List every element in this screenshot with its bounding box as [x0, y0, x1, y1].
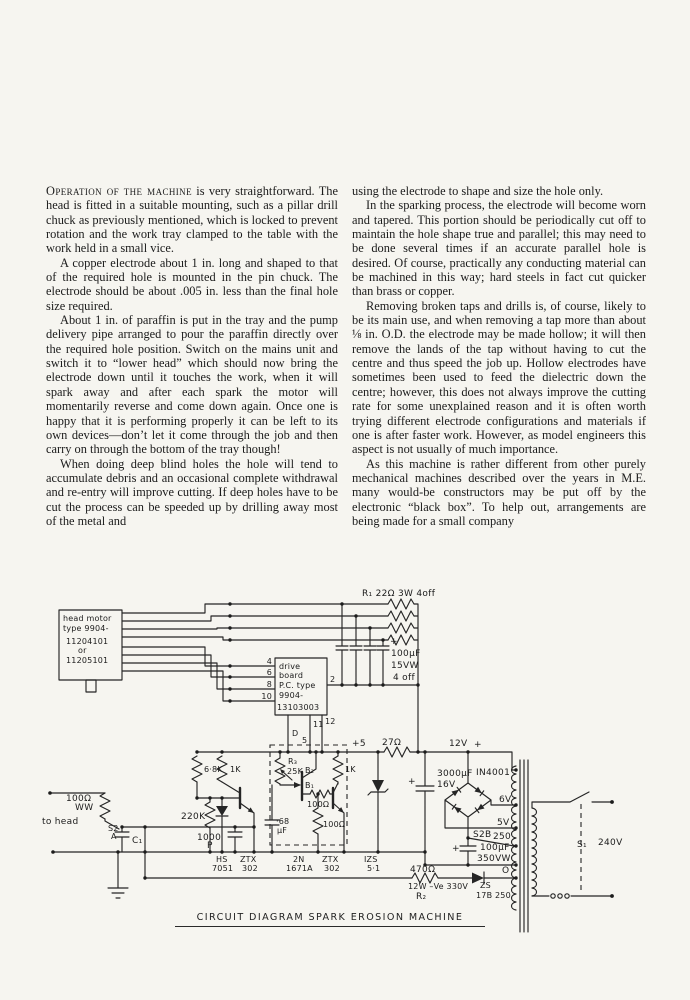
label-resistor: 100Ω — [323, 820, 346, 829]
label-polarity: + — [408, 777, 416, 787]
label-device: 302 — [324, 864, 340, 873]
label-capacitor: C₁ — [132, 836, 143, 846]
wires — [50, 604, 612, 932]
lead-small-caps: Operation of the machine — [46, 184, 192, 198]
connector-pin — [551, 894, 555, 898]
paragraph: When doing deep blind holes the hole will tend to accumulate debris and an occasional complete withdrawal and re-entry will improve cutting. If deep holes have to be cut the process can be speeded up by drilling away most of the metal and — [46, 456, 338, 528]
label-voltage: 240V — [598, 838, 623, 848]
label-device: 2N — [293, 855, 305, 864]
label-switch: S2 — [108, 824, 119, 833]
label-pin: 12 — [325, 717, 336, 726]
label-resistor: 100Ω — [66, 794, 92, 804]
label-capacitor: ·68 — [276, 817, 290, 826]
label-device: ZTX — [322, 855, 339, 864]
label-capbank: 15VW — [391, 661, 419, 671]
label-motor: 11204101 — [66, 637, 109, 646]
label-capbank: 100µF — [391, 649, 421, 659]
label-polarity: + — [390, 637, 398, 647]
label-resistor: 220K — [181, 812, 206, 822]
label-resistor: 25K — [287, 767, 304, 776]
label-resistor: 470Ω — [410, 865, 436, 875]
label-resistor: 100Ω — [307, 800, 330, 809]
label-switch: A — [111, 832, 117, 841]
column-right — [352, 184, 646, 528]
label-resistor: 12W –Ve 330V — [408, 882, 469, 891]
motor-tab — [86, 680, 96, 692]
transformer-primary-coil — [532, 808, 537, 896]
paragraph: In the sparking process, the electrode will become worn and tapered. This portion should be periodically cut off to maintain the hole shape true and parallel; this may need to be done several times if an accurate parallel hole is desired. Of course, practically any conducting material can be machined in this way; hard steels in fact cut quicker than brass or copper. — [352, 198, 646, 299]
paragraph: As this machine is rather different from other purely mechanical machines described over the years in M.E. many would-be constructors may be put off by the electronic “black box”. To help out, arrangements are being made for a small company — [352, 456, 646, 528]
label-lead: B₂ — [305, 766, 315, 775]
label-tap: 5V — [497, 818, 510, 828]
label-capbank: 4 off — [393, 673, 415, 683]
emitter-arrow — [294, 782, 301, 788]
bridge-diode-icon — [452, 804, 461, 813]
diagram-caption: CIRCUIT DIAGRAM SPARK EROSION MACHINE — [175, 912, 485, 927]
label-pin: 11 — [313, 720, 324, 729]
label-pin: 8 — [266, 680, 272, 689]
label-tap: 250 — [493, 832, 512, 842]
label-motor: head motor — [63, 614, 112, 623]
label-motor: or — [78, 646, 87, 655]
label-device: HS — [216, 855, 228, 864]
column-left — [46, 184, 338, 528]
label-resistor: 1K — [345, 765, 356, 774]
paragraph: A copper electrode about 1 in. long and shaped to that of the required hole is mounted in the pin chuck. The electrode should be about .005 in. less than the final hole size required. — [46, 255, 338, 313]
label-winding: 17B 250 — [476, 891, 511, 900]
label-resistor: 27Ω — [382, 738, 402, 748]
label-capacitor: µF — [277, 826, 288, 835]
paragraph: Removing broken taps and drills is, of course, likely to be its main use, and when removing a tap more than about ⅛ in. O.D. the electrode may be made hollow; it will then remove the lands of the tap without having to cut the centre and thus speed the job up. Hollow electrodes have sometimes been used to feed the dielectric down the centre; however, this does not always improve the cutting rate for some unexplained reason and it is often worth trying different electrode configurations and materials if one is after faster work. However, as model engineers this aspect is not usually of much importance. — [352, 298, 646, 457]
transformer-secondary-coil — [512, 766, 517, 910]
label-motor: 11205101 — [66, 656, 109, 665]
label-switch: S2B — [473, 830, 492, 840]
label-resistor: R₃ — [288, 757, 298, 766]
bridge-diode-icon — [475, 804, 484, 813]
label-board: P.C. type — [279, 681, 316, 690]
label-lead: B₁ — [305, 781, 315, 790]
label-terminal: to head — [42, 817, 79, 827]
label-switch: S₁ — [577, 840, 587, 850]
label-resistor: R₂ — [416, 892, 427, 902]
label-bridge: IN4001 — [476, 768, 511, 778]
label-tap: O — [502, 866, 510, 876]
label-device: IZS — [364, 855, 378, 864]
connector-pin — [558, 894, 562, 898]
label-capacitor: 350VW — [477, 854, 511, 864]
label-resistor: WW — [75, 803, 94, 813]
label-polarity: + — [474, 740, 482, 750]
paragraph: Operation of the machine is very straightforward. The head is fitted in a suitable mounting, such as a pillar drill chuck as previously mentioned, which is locked to prevent rotation and the work tray clamped to the table with the work held in a small vice. — [46, 184, 338, 256]
label-capacitor: 100µF — [480, 843, 510, 853]
label-pin: D — [292, 729, 299, 738]
label-board: 9904- — [279, 691, 304, 700]
label-tap: 6V — [499, 795, 512, 805]
zener-diode-icon — [372, 780, 384, 792]
label-rail: +5 — [352, 739, 366, 749]
label-polarity: + — [452, 844, 460, 854]
label-device: 5·1 — [367, 864, 381, 873]
label-pin: 10 — [261, 692, 272, 701]
label-diode: ZS — [480, 881, 491, 890]
label-capacitor: 16V — [437, 780, 456, 790]
label-device: ZTX — [240, 855, 257, 864]
bridge-diode-icon — [475, 787, 484, 796]
label-resistor: 6·8K — [204, 765, 223, 774]
emitter-arrow — [248, 807, 254, 813]
label-pin: 4 — [266, 657, 272, 666]
label-pin: 2 — [330, 675, 336, 684]
label-capacitor: 1000 — [197, 833, 222, 843]
diode-icon — [216, 806, 228, 816]
label-device: 302 — [242, 864, 258, 873]
label-capacitor: P — [207, 841, 213, 851]
paragraph: using the electrode to shape and size the hole only. — [352, 184, 604, 198]
label-pin: 5 — [302, 736, 308, 745]
connector-pin — [565, 894, 569, 898]
label-resistor: 1K — [230, 765, 241, 774]
label-device: 7051 — [212, 864, 234, 873]
label-board: drive — [279, 662, 301, 671]
label-r1: R₁ 22Ω 3W 4off — [362, 589, 436, 599]
label-board: board — [279, 671, 304, 680]
label-pin: 6 — [266, 668, 272, 677]
circuit-diagram — [0, 580, 690, 960]
label-capacitor: 3000µF — [437, 769, 473, 779]
label-motor: type 9904- — [63, 624, 109, 633]
label-board: 13103003 — [277, 703, 320, 712]
label-device: 1671A — [286, 864, 313, 873]
label-voltage: 12V — [449, 739, 468, 749]
paragraph: About 1 in. of paraffin is put in the tray and the pump delivery pipe arranged to pour the paraffin directly over the required hole position. Switch on the mains unit and switch it to “lower head” which should now bring the electrode down until it touches the work, when it will spark away and after each spark the motor will momentarily reverse and come down again. Once one is happy that it is performing properly it can be left to its own devices—don’t let it come through the job and then carry on through the bottom of the tray though! — [46, 313, 338, 457]
